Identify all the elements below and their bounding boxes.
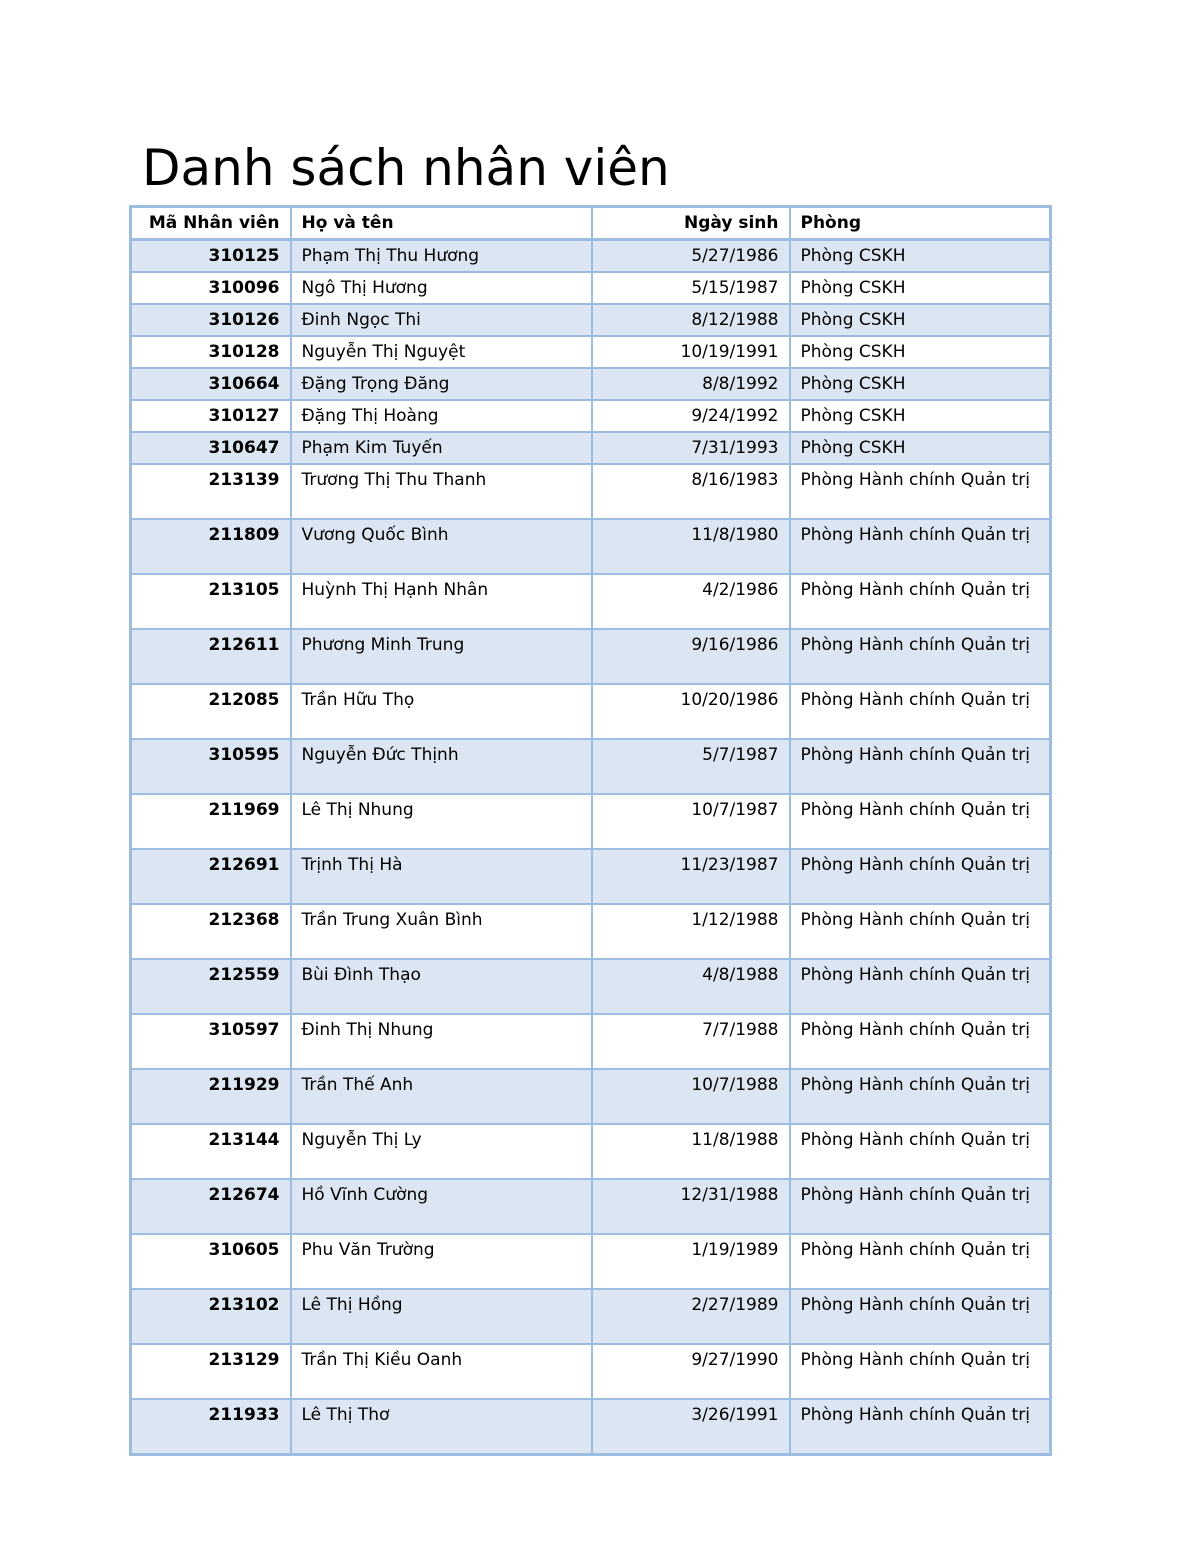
employee-name-cell: Vương Quốc Bình [291,519,592,574]
department-cell: Phòng Hành chính Quản trị [790,574,1051,629]
employee-name-cell: Phu Văn Trường [291,1234,592,1289]
department-cell: Phòng CSKH [790,272,1051,304]
department-cell: Phòng CSKH [790,368,1051,400]
birth-date-cell: 5/7/1987 [592,739,790,794]
department-cell: Phòng Hành chính Quản trị [790,1069,1051,1124]
employee-table [129,205,1052,1456]
table-row[interactable] [131,1124,1051,1179]
department-cell: Phòng Hành chính Quản trị [790,1289,1051,1344]
employee-id-cell: 211969 [131,794,291,849]
department-cell: Phòng Hành chính Quản trị [790,684,1051,739]
employee-name-cell: Lê Thị Hồng [291,1289,592,1344]
birth-date-cell: 8/12/1988 [592,304,790,336]
employee-name-cell: Phạm Thị Thu Hương [291,240,592,273]
employee-id-cell: 310597 [131,1014,291,1069]
employee-id-cell: 213102 [131,1289,291,1344]
employee-name-cell: Trịnh Thị Hà [291,849,592,904]
employee-name-cell: Trần Hữu Thọ [291,684,592,739]
employee-id-cell: 211929 [131,1069,291,1124]
table-row[interactable] [131,304,1051,336]
column-header-dob[interactable]: Ngày sinh [592,207,790,240]
table-row[interactable] [131,904,1051,959]
table-row[interactable] [131,574,1051,629]
column-header-name[interactable]: Họ và tên [291,207,592,240]
department-cell: Phòng Hành chính Quản trị [790,1014,1051,1069]
birth-date-cell: 1/19/1989 [592,1234,790,1289]
department-cell: Phòng Hành chính Quản trị [790,1234,1051,1289]
birth-date-cell: 4/2/1986 [592,574,790,629]
birth-date-cell: 7/7/1988 [592,1014,790,1069]
employee-id-cell: 213105 [131,574,291,629]
employee-id-cell: 310096 [131,272,291,304]
birth-date-cell: 11/8/1988 [592,1124,790,1179]
birth-date-cell: 5/15/1987 [592,272,790,304]
employee-id-cell: 310595 [131,739,291,794]
employee-name-cell: Hồ Vĩnh Cường [291,1179,592,1234]
birth-date-cell: 10/20/1986 [592,684,790,739]
employee-name-cell: Trần Trung Xuân Bình [291,904,592,959]
employee-id-cell: 310664 [131,368,291,400]
header-row [131,207,1051,240]
department-cell: Phòng Hành chính Quản trị [790,849,1051,904]
department-cell: Phòng Hành chính Quản trị [790,1344,1051,1399]
birth-date-cell: 11/8/1980 [592,519,790,574]
birth-date-cell: 8/8/1992 [592,368,790,400]
employee-id-cell: 310127 [131,400,291,432]
birth-date-cell: 11/23/1987 [592,849,790,904]
table-row[interactable] [131,400,1051,432]
employee-id-cell: 211933 [131,1399,291,1455]
department-cell: Phòng Hành chính Quản trị [790,739,1051,794]
employee-name-cell: Ngô Thị Hương [291,272,592,304]
department-cell: Phòng Hành chính Quản trị [790,1399,1051,1455]
table-row[interactable] [131,849,1051,904]
employee-id-cell: 310126 [131,304,291,336]
birth-date-cell: 10/7/1987 [592,794,790,849]
employee-name-cell: Lê Thị Nhung [291,794,592,849]
department-cell: Phòng Hành chính Quản trị [790,1179,1051,1234]
employee-name-cell: Nguyễn Thị Ly [291,1124,592,1179]
table-row[interactable] [131,1344,1051,1399]
employee-name-cell: Trần Thế Anh [291,1069,592,1124]
employee-name-cell: Đặng Trọng Đăng [291,368,592,400]
employee-name-cell: Huỳnh Thị Hạnh Nhân [291,574,592,629]
employee-id-cell: 213139 [131,464,291,519]
table-row[interactable] [131,1179,1051,1234]
table-row[interactable] [131,629,1051,684]
page-title: Danh sách nhân viên [142,139,670,197]
birth-date-cell: 9/16/1986 [592,629,790,684]
birth-date-cell: 9/24/1992 [592,400,790,432]
employee-id-cell: 213129 [131,1344,291,1399]
employee-id-cell: 212691 [131,849,291,904]
employee-name-cell: Đinh Thị Nhung [291,1014,592,1069]
table-row[interactable] [131,1234,1051,1289]
birth-date-cell: 4/8/1988 [592,959,790,1014]
birth-date-cell: 1/12/1988 [592,904,790,959]
table-row[interactable] [131,519,1051,574]
table-row[interactable] [131,1069,1051,1124]
table-row[interactable] [131,368,1051,400]
employee-name-cell: Nguyễn Thị Nguyệt [291,336,592,368]
employee-name-cell: Nguyễn Đức Thịnh [291,739,592,794]
table-row[interactable] [131,739,1051,794]
department-cell: Phòng Hành chính Quản trị [790,959,1051,1014]
table-row[interactable] [131,464,1051,519]
employee-id-cell: 310128 [131,336,291,368]
table-row[interactable] [131,272,1051,304]
department-cell: Phòng CSKH [790,240,1051,273]
table-row[interactable] [131,794,1051,849]
department-cell: Phòng CSKH [790,304,1051,336]
employee-id-cell: 310605 [131,1234,291,1289]
employee-id-cell: 212368 [131,904,291,959]
column-header-id[interactable]: Mã Nhân viên [131,207,291,240]
employee-name-cell: Phương Minh Trung [291,629,592,684]
employee-name-cell: Đinh Ngọc Thi [291,304,592,336]
table-row[interactable] [131,1289,1051,1344]
department-cell: Phòng Hành chính Quản trị [790,794,1051,849]
department-cell: Phòng CSKH [790,336,1051,368]
birth-date-cell: 3/26/1991 [592,1399,790,1455]
table-row[interactable] [131,959,1051,1014]
column-header-dept[interactable]: Phòng [790,207,1051,240]
department-cell: Phòng Hành chính Quản trị [790,629,1051,684]
employee-id-cell: 211809 [131,519,291,574]
birth-date-cell: 12/31/1988 [592,1179,790,1234]
department-cell: Phòng CSKH [790,432,1051,464]
employee-id-cell: 212611 [131,629,291,684]
employee-name-cell: Đặng Thị Hoàng [291,400,592,432]
department-cell: Phòng Hành chính Quản trị [790,519,1051,574]
table-row[interactable] [131,1014,1051,1069]
birth-date-cell: 2/27/1989 [592,1289,790,1344]
birth-date-cell: 7/31/1993 [592,432,790,464]
table-row[interactable] [131,684,1051,739]
table-row[interactable] [131,336,1051,368]
department-cell: Phòng Hành chính Quản trị [790,464,1051,519]
department-cell: Phòng Hành chính Quản trị [790,1124,1051,1179]
birth-date-cell: 9/27/1990 [592,1344,790,1399]
employee-name-cell: Lê Thị Thơ [291,1399,592,1455]
table-row[interactable] [131,240,1051,273]
employee-id-cell: 212559 [131,959,291,1014]
employee-id-cell: 310647 [131,432,291,464]
employee-id-cell: 213144 [131,1124,291,1179]
table-body [131,240,1051,1455]
birth-date-cell: 8/16/1983 [592,464,790,519]
employee-id-cell: 310125 [131,240,291,273]
table-row[interactable] [131,432,1051,464]
employee-name-cell: Bùi Đình Thạo [291,959,592,1014]
employee-id-cell: 212674 [131,1179,291,1234]
department-cell: Phòng CSKH [790,400,1051,432]
employee-id-cell: 212085 [131,684,291,739]
employee-name-cell: Trương Thị Thu Thanh [291,464,592,519]
employee-name-cell: Phạm Kim Tuyến [291,432,592,464]
department-cell: Phòng Hành chính Quản trị [790,904,1051,959]
table-row[interactable] [131,1399,1051,1455]
birth-date-cell: 5/27/1986 [592,240,790,273]
employee-name-cell: Trần Thị Kiều Oanh [291,1344,592,1399]
birth-date-cell: 10/19/1991 [592,336,790,368]
birth-date-cell: 10/7/1988 [592,1069,790,1124]
